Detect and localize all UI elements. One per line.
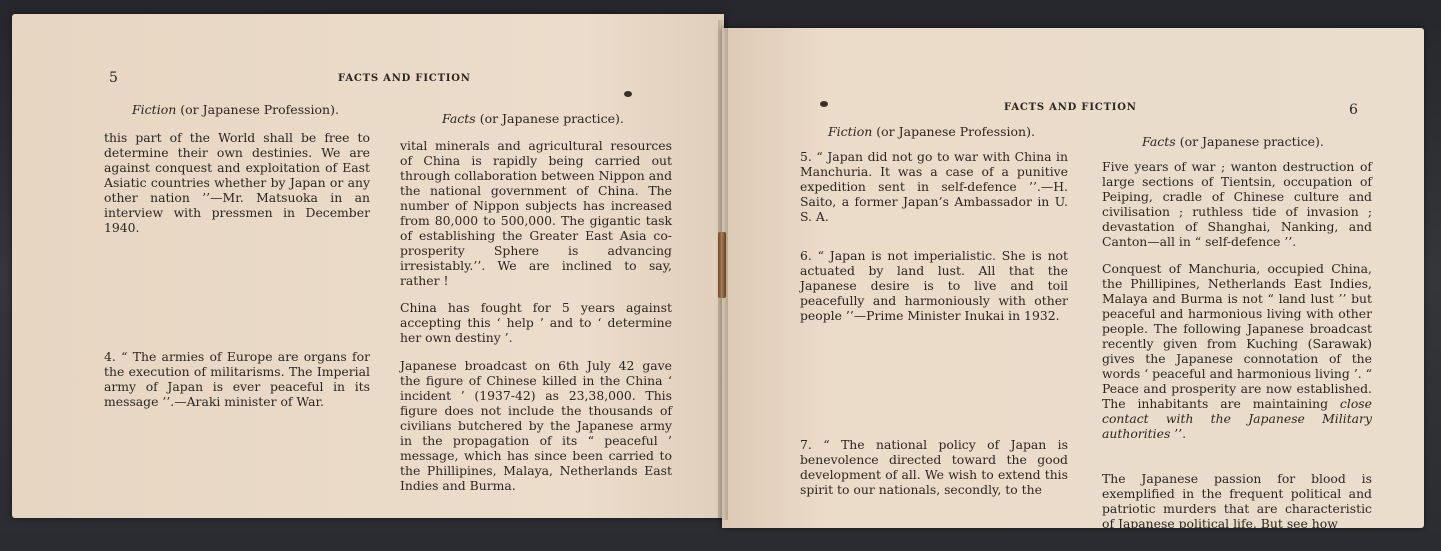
fiction-column-text-6: 6. “ Japan is not imperialistic. She is not actuated by land lust. All that the Japanese desire is to live and toil peacefully and harmoniously with other people ’’—Prime Minister Inukai in 1932. <box>800 248 1068 323</box>
facts-heading-italic: Facts <box>442 111 476 126</box>
facts-column-text-b <box>1102 261 1372 441</box>
paper-hole <box>624 91 632 97</box>
facts-b-end: ’’. <box>1170 426 1187 441</box>
running-head: FACTS AND FICTION <box>1004 102 1137 113</box>
facts-column-text-a: Five years of war ; wanton destruction of large sections of Tientsin, occupation of Peiping, cradle of Chinese culture and civilisation ; ruthless tide of invasion ; devastation of Shanghai, Nanking, and Canton—all in “ self-defence ’’. <box>1102 159 1372 249</box>
facts-column-text-c: The Japanese passion for blood is exemplified in the frequent political and patriotic murders that are characteristic of Japanese political life. But see how <box>1102 471 1372 531</box>
fiction-column-text-7: 7. “ The national policy of Japan is benevolence directed toward the good development of all. We wish to extend this spirit to our nationals, secondly, to the <box>800 437 1068 497</box>
facts-b-italic: close contact with the Japanese Military authorities <box>1102 396 1372 441</box>
fiction-column-text-1: this part of the World shall be free to determine their own destinies. We are against conquest and exploitation of East Asiatic countries whether by Japan or any other nation ’’—Mr. Matsuoka in an interview with pressmen in December 1940. <box>104 130 370 235</box>
facts-heading-rest: (or Japanese practice). <box>475 111 624 126</box>
facts-heading <box>442 111 624 126</box>
facts-heading-rest: (or Japanese practice). <box>1175 134 1324 149</box>
left-page <box>12 14 724 518</box>
paper-hole <box>820 101 828 107</box>
fiction-heading <box>132 102 339 117</box>
fiction-column-text-2: 4. “ The armies of Europe are organs for the execution of militarisms. The Imperial army of Japan is ever peaceful in its message ’’.—Araki minister of War. <box>104 349 370 409</box>
facts-column-text-2: China has fought for 5 years against accepting this ‘ help ’ and to ‘ determine her own destiny ’. <box>400 300 672 345</box>
fiction-heading-italic: Fiction <box>828 124 873 139</box>
facts-heading-italic: Facts <box>1142 134 1176 149</box>
fiction-heading-rest: (or Japanese Profession). <box>176 102 339 117</box>
facts-b-body: Conquest of Manchuria, occupied China, the Phillipines, Netherlands East Indies, Malaya and Burma is not “ land lust ’’ but peaceful and harmonious living with other people. The following Japanese broadcast recently given from Kuching (Sarawak) gives the Japanese connotation of the words ‘ peaceful and harmonious living ’. “ Peace and prosperity are now established. The inhabitants are maintaining <box>1102 261 1372 411</box>
page-number: 6 <box>1349 102 1358 118</box>
page-number: 5 <box>109 70 118 86</box>
fiction-column-text-5: 5. “ Japan did not go to war with China in Manchuria. It was a case of a punitive expedition sent in self-defence ’’.—H. Saito, a former Japan’s Ambassador in U. S. A. <box>800 149 1068 224</box>
binding-staple <box>718 232 726 298</box>
fiction-heading-italic: Fiction <box>132 102 177 117</box>
facts-column-text-3: Japanese broadcast on 6th July 42 gave the figure of Chinese killed in the China ‘ incident ’ (1937-42) as 23,38,000. This figure does not include the thousands of civilians butchered by the Japanese army in the propagation of its “ peaceful ’ message, which has since been carried to the Phillipines, Malaya, Netherlands East Indies and Burma. <box>400 358 672 493</box>
fiction-heading <box>828 124 1035 139</box>
facts-column-text-1: vital minerals and agricultural resources of China is rapidly being carried out through collaboration between Nippon and the national government of China. The number of Nippon subjects has increased from 80,000 to 500,000. The gigantic task of establishing the Greater East Asia co-prosperity Sphere is advancing irresistably.’’. We are inclined to say, rather ! <box>400 138 672 288</box>
facts-heading <box>1142 134 1324 149</box>
fiction-heading-rest: (or Japanese Profession). <box>872 124 1035 139</box>
right-page <box>722 28 1424 531</box>
running-head: FACTS AND FICTION <box>338 73 471 84</box>
